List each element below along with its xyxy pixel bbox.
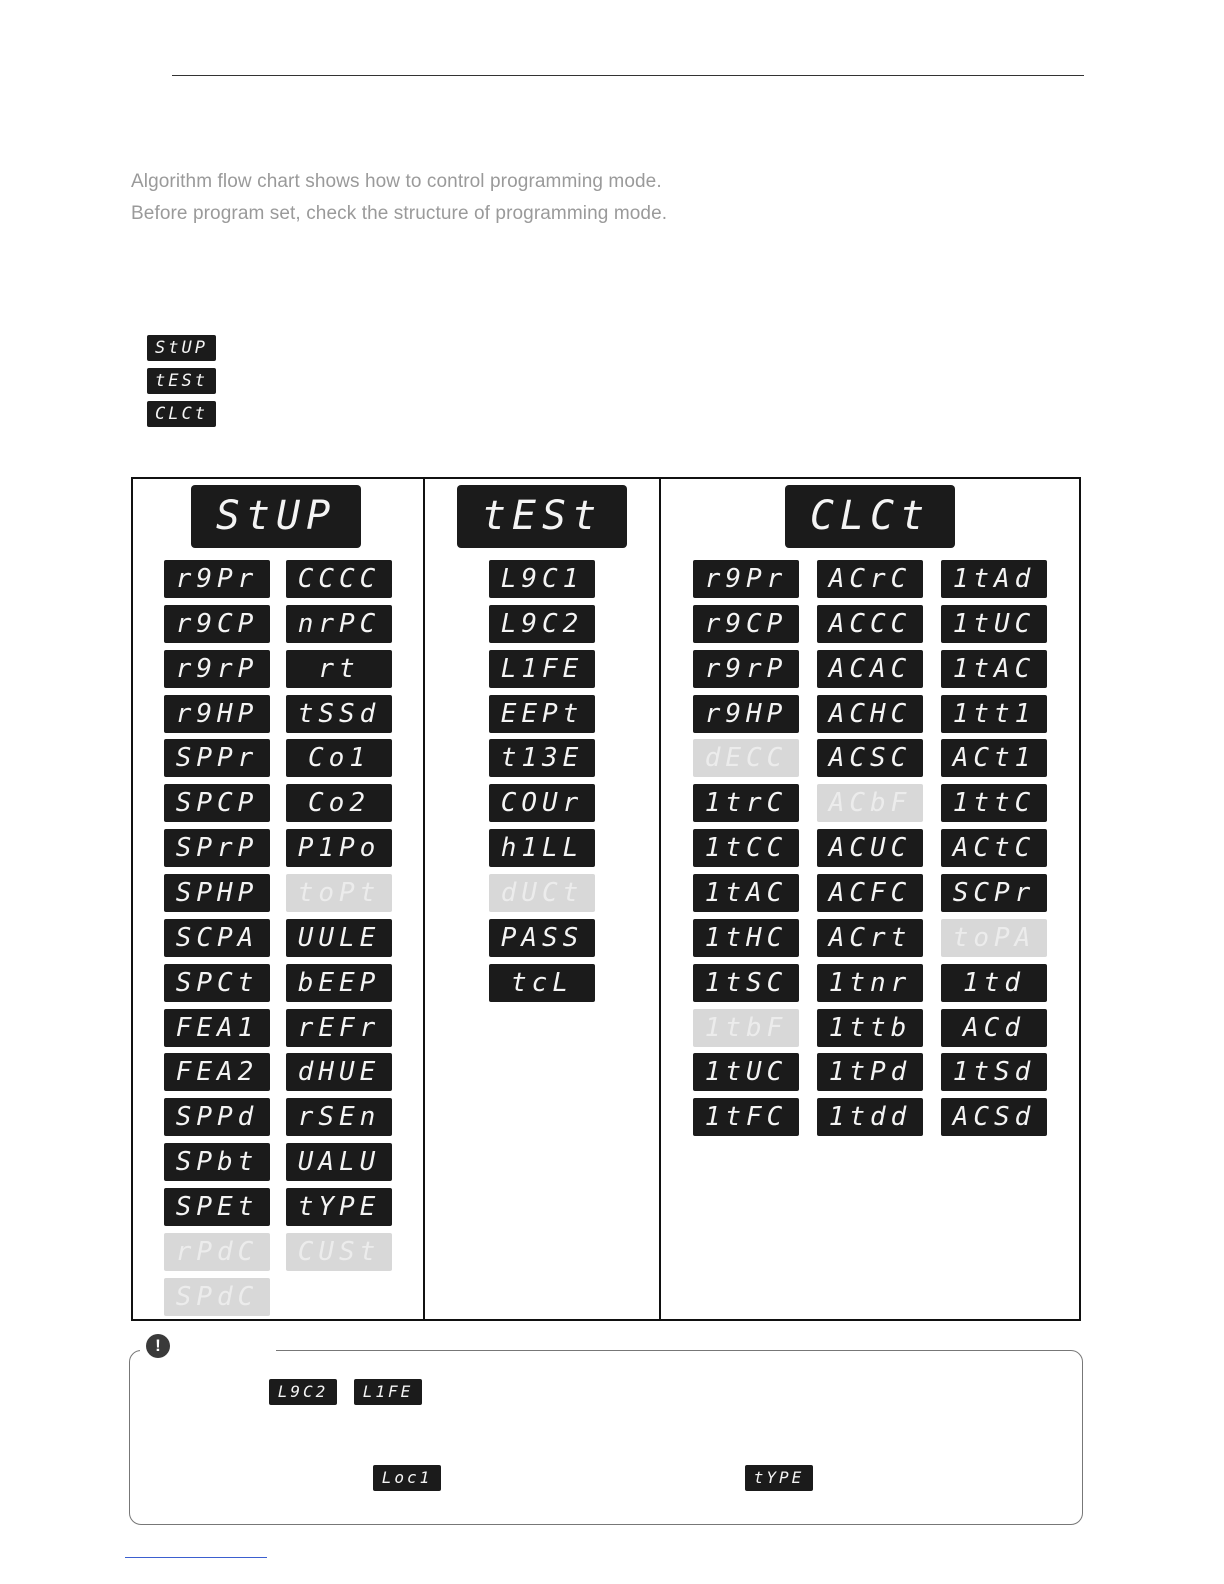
code-display-actc: ACtC bbox=[941, 829, 1047, 867]
intro-line-2: Before program set, check the structure of programming mode. bbox=[131, 203, 668, 224]
code-display-accc: ACCC bbox=[817, 605, 923, 643]
code-display-1trc: 1trC bbox=[693, 784, 799, 822]
code-display-rt: rt bbox=[286, 650, 392, 688]
code-display-r9cp: r9CP bbox=[164, 605, 270, 643]
code-display-r9rp: r9rP bbox=[693, 650, 799, 688]
code-display-fea2: FEA2 bbox=[164, 1053, 270, 1091]
code-display-sprp: SPrP bbox=[164, 829, 270, 867]
code-display-1tad: 1tAd bbox=[941, 560, 1047, 598]
code-display-1tuc: 1tUC bbox=[941, 605, 1047, 643]
code-display-beep: bEEP bbox=[286, 964, 392, 1002]
legend-setup-display: StUP bbox=[147, 335, 216, 361]
legend-collect-display: CLCt bbox=[147, 401, 216, 427]
legend-test-display: tESt bbox=[147, 368, 216, 394]
code-display-1ttb: 1ttb bbox=[817, 1009, 923, 1047]
note-display-l1fe: L1FE bbox=[354, 1379, 422, 1405]
column-divider bbox=[659, 477, 661, 1321]
code-display-1td: 1td bbox=[941, 964, 1047, 1002]
code-display-l9c1: L9C1 bbox=[489, 560, 595, 598]
code-display-1tdd: 1tdd bbox=[817, 1098, 923, 1136]
code-display-scpr: SCPr bbox=[941, 874, 1047, 912]
code-display-acd: ACd bbox=[941, 1009, 1047, 1047]
code-display-1tcc: 1tCC bbox=[693, 829, 799, 867]
code-display-acsc: ACSC bbox=[817, 739, 923, 777]
code-display-spcp: SPCP bbox=[164, 784, 270, 822]
code-display-1tfc: 1tFC bbox=[693, 1098, 799, 1136]
code-display-fea1: FEA1 bbox=[164, 1009, 270, 1047]
note-display-type: tYPE bbox=[745, 1465, 813, 1491]
code-display-achc: ACHC bbox=[817, 695, 923, 733]
code-display-cccc: CCCC bbox=[286, 560, 392, 598]
header-rule bbox=[172, 75, 1084, 76]
code-display-r9pr: r9Pr bbox=[693, 560, 799, 598]
code-display-acuc: ACUC bbox=[817, 829, 923, 867]
code-display-cust: CUSt bbox=[286, 1233, 392, 1271]
code-display-cour: COUr bbox=[489, 784, 595, 822]
code-display-acac: ACAC bbox=[817, 650, 923, 688]
exclamation-icon: ! bbox=[146, 1334, 170, 1358]
code-display-1tpd: 1tPd bbox=[817, 1053, 923, 1091]
code-display-1tnr: 1tnr bbox=[817, 964, 923, 1002]
mode-structure-table bbox=[131, 477, 1081, 1321]
code-display-r9hp: r9HP bbox=[693, 695, 799, 733]
note-display-l9c2: L9C2 bbox=[269, 1379, 337, 1405]
note-display-loc1: Loc1 bbox=[373, 1465, 441, 1491]
code-display-acrc: ACrC bbox=[817, 560, 923, 598]
code-display-t13e: t13E bbox=[489, 739, 595, 777]
code-display-refr: rEFr bbox=[286, 1009, 392, 1047]
code-display-acrt: ACrt bbox=[817, 919, 923, 957]
code-display-type: tYPE bbox=[286, 1188, 392, 1226]
setup-title-display: StUP bbox=[191, 485, 361, 548]
code-display-nrpc: nrPC bbox=[286, 605, 392, 643]
code-display-topt: toPt bbox=[286, 874, 392, 912]
code-display-1tac: 1tAC bbox=[693, 874, 799, 912]
code-display-r9pr: r9Pr bbox=[164, 560, 270, 598]
code-display-1ttc: 1ttC bbox=[941, 784, 1047, 822]
code-display-act1: ACt1 bbox=[941, 739, 1047, 777]
code-display-spct: SPCt bbox=[164, 964, 270, 1002]
code-display-l1fe: L1FE bbox=[489, 650, 595, 688]
code-display-sphp: SPHP bbox=[164, 874, 270, 912]
code-display-h1ll: h1LL bbox=[489, 829, 595, 867]
code-display-1tt1: 1tt1 bbox=[941, 695, 1047, 733]
intro-line-1: Algorithm flow chart shows how to control programming mode. bbox=[131, 171, 662, 192]
test-title-display: tESt bbox=[457, 485, 627, 548]
code-display-l9c2: L9C2 bbox=[489, 605, 595, 643]
code-display-sppd: SPPd bbox=[164, 1098, 270, 1136]
code-display-decc: dECC bbox=[693, 739, 799, 777]
footer-link-underline bbox=[125, 1557, 267, 1558]
code-display-uule: UULE bbox=[286, 919, 392, 957]
code-display-1tsd: 1tSd bbox=[941, 1053, 1047, 1091]
column-divider bbox=[423, 477, 425, 1321]
code-display-duct: dUCt bbox=[489, 874, 595, 912]
code-display-r9hp: r9HP bbox=[164, 695, 270, 733]
code-display-1thc: 1tHC bbox=[693, 919, 799, 957]
code-display-acbf: ACbF bbox=[817, 784, 923, 822]
code-display-eept: EEPt bbox=[489, 695, 595, 733]
code-display-sppr: SPPr bbox=[164, 739, 270, 777]
code-display-spbt: SPbt bbox=[164, 1143, 270, 1181]
code-display-1tac: 1tAC bbox=[941, 650, 1047, 688]
code-display-rsen: rSEn bbox=[286, 1098, 392, 1136]
code-display-tcl: tcL bbox=[489, 964, 595, 1002]
code-display-dhue: dHUE bbox=[286, 1053, 392, 1091]
note-box bbox=[129, 1350, 1083, 1525]
code-display-tssd: tSSd bbox=[286, 695, 392, 733]
code-display-rpdc: rPdC bbox=[164, 1233, 270, 1271]
code-display-scpa: SCPA bbox=[164, 919, 270, 957]
collect-title-display: CLCt bbox=[785, 485, 955, 548]
code-display-pass: PASS bbox=[489, 919, 595, 957]
code-display-spdc: SPdC bbox=[164, 1278, 270, 1316]
code-display-1tuc: 1tUC bbox=[693, 1053, 799, 1091]
code-display-co1: Co1 bbox=[286, 739, 392, 777]
code-display-acsd: ACSd bbox=[941, 1098, 1047, 1136]
code-display-p1po: P1Po bbox=[286, 829, 392, 867]
code-display-1tsc: 1tSC bbox=[693, 964, 799, 1002]
code-display-r9rp: r9rP bbox=[164, 650, 270, 688]
code-display-spet: SPEt bbox=[164, 1188, 270, 1226]
code-display-topa: toPA bbox=[941, 919, 1047, 957]
code-display-ualu: UALU bbox=[286, 1143, 392, 1181]
code-display-r9cp: r9CP bbox=[693, 605, 799, 643]
code-display-acfc: ACFC bbox=[817, 874, 923, 912]
code-display-1tbf: 1tbF bbox=[693, 1009, 799, 1047]
code-display-co2: Co2 bbox=[286, 784, 392, 822]
